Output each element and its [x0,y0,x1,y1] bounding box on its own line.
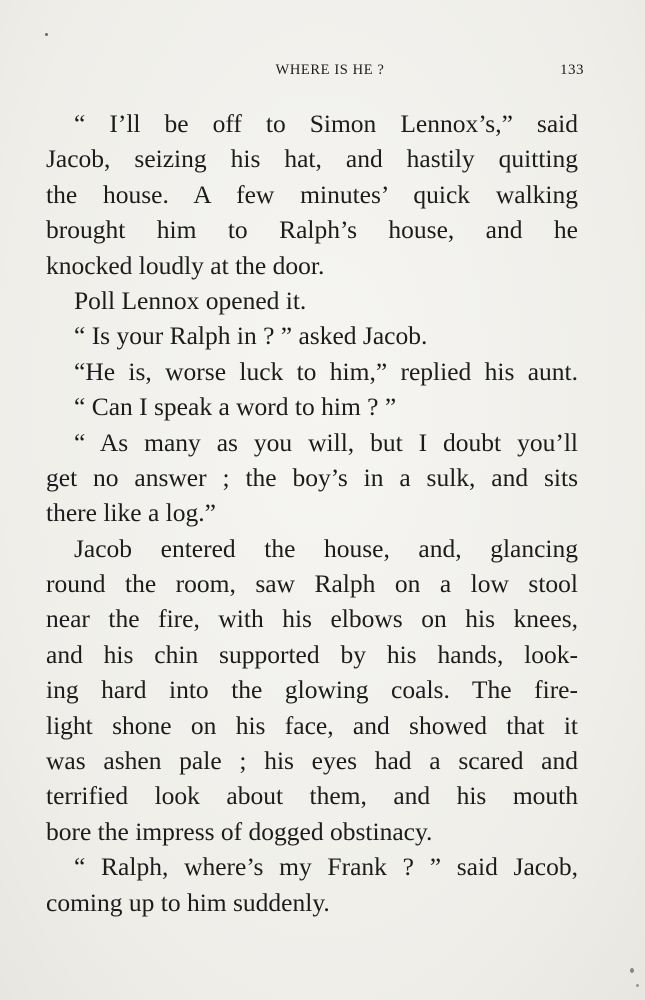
text-line: “ Is your Ralph in ? ” asked Jacob. [74,321,428,351]
text-line: knocked loudly at the door. [46,250,325,280]
text-line: coming up to him suddenly. [46,887,330,917]
text-line: “ I’ll be off to Simon Lennox’s,” said [74,109,578,138]
body-text [46,106,578,920]
paper-speck [630,968,634,973]
text-line: light shone on his face, and showed that it [46,710,578,740]
text-line: get no answer ; the boy’s in a sulk, and sits [46,462,578,492]
text-line: the house. A few minutes’ quick walking [46,179,578,209]
text-line: bore the impress of dogged obstinacy. [46,816,433,846]
text-line: “ As many as you will, but I doubt you’ll [74,427,578,457]
text-line: “ Ralph, where’s my Frank ? ” said Jacob, [74,852,578,882]
text-line: ing hard into the glowing coals. The fire- [46,675,578,705]
text-line: “He is, worse luck to him,” replied his aunt. [74,356,578,386]
text-line: was ashen pale ; his eyes had a scared and [46,746,578,776]
text-line: there like a log.” [46,498,216,528]
text-line: and his chin supported by his hands, look- [46,639,578,669]
text-line: Poll Lennox opened it. [74,285,307,315]
text-line: brought him to Ralph’s house, and he [46,215,578,245]
paper-speck [45,33,48,36]
page-header [46,62,584,84]
text-line: near the fire, with his elbows on his knees, [46,604,578,634]
text-line: “ Can I speak a word to him ? ” [74,392,397,422]
page-number: 133 [560,62,584,78]
text-line: Jacob entered the house, and, glancing [74,533,578,563]
running-head: WHERE IS HE ? [275,62,385,78]
text-line: round the room, saw Ralph on a low stool [46,569,578,599]
text-line: terrified look about them, and his mouth [46,781,578,811]
paper-speck [636,984,639,987]
text-line: Jacob, seizing his hat, and hastily quitting [46,144,578,174]
